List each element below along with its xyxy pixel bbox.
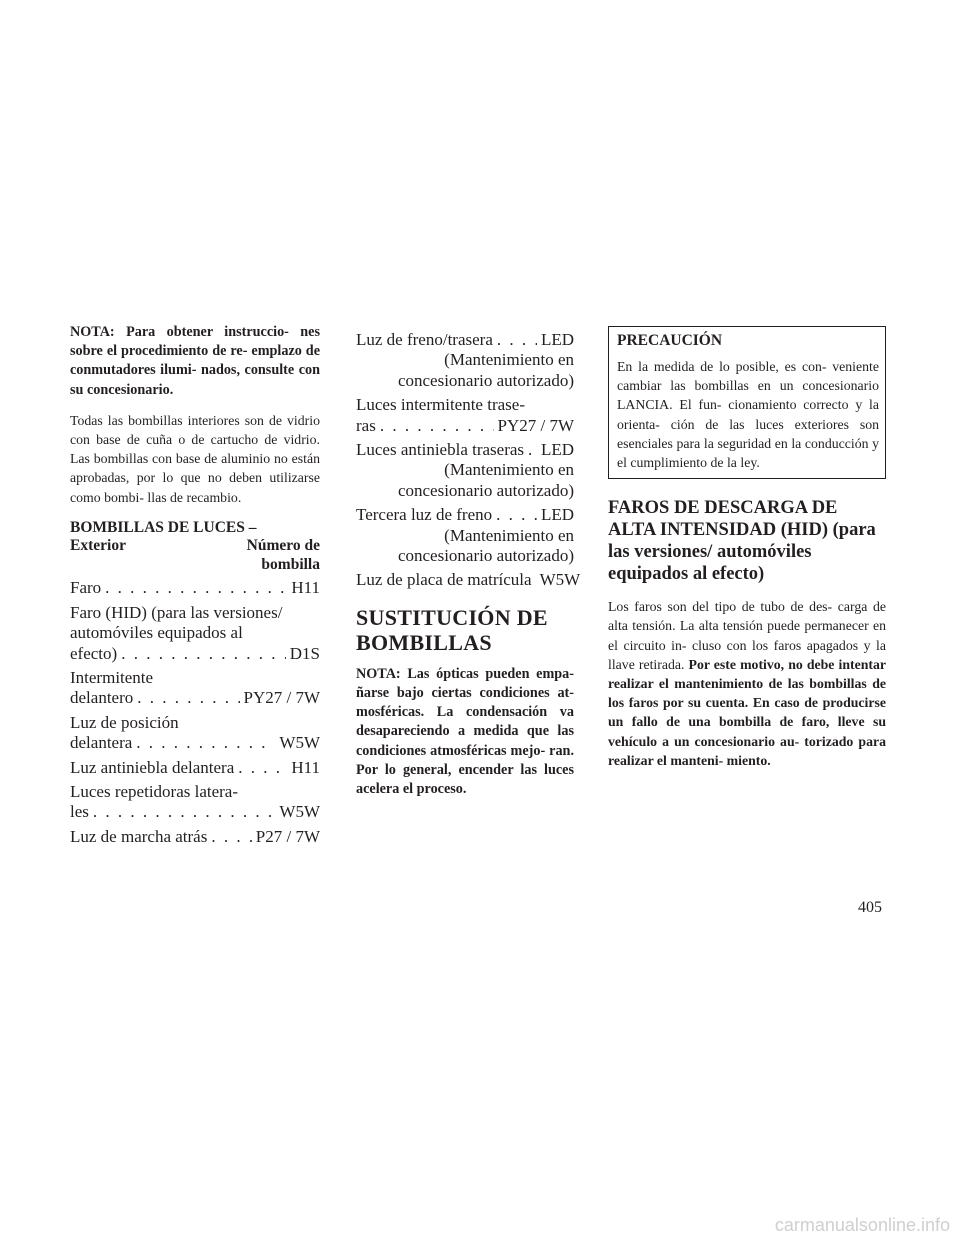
bulb-entry: [356, 505, 574, 566]
bulb-entry-label: delantera: [70, 733, 133, 753]
hid-text-plain: Los faros son del tipo de tubo de des- carga de alta tensión. La alta tensión puede permanecer en el circuito in- cluso con los faros apagados y la llave retirada.: [608, 599, 886, 672]
dot-leader: [93, 802, 276, 822]
bulb-entry-value: PY27 / 7W: [243, 688, 320, 708]
dot-leader: [211, 827, 251, 847]
bulb-entry-value: LED: [540, 440, 574, 460]
bulb-entry-label: les: [70, 802, 89, 822]
section-heading-bulb-replacement: SUSTITUCIÓN DE BOMBILLAS: [356, 604, 548, 655]
bulb-entry-value: P27 / 7W: [255, 826, 320, 846]
bulb-entry-note: concesionario autorizado): [397, 546, 574, 566]
bulb-entry-label: Luz de freno/trasera: [356, 330, 493, 349]
bulb-entry-label-prefix: Faro (HID) (para las versiones/ automóviles equipados al: [70, 602, 283, 643]
nota-switches: NOTA: Para obtener instruccio- nes sobre el procedimiento de re- emplazo de conmutadores ilumi- nados, consulte con su concesionario.: [70, 324, 320, 398]
bulb-entry-line: [356, 330, 574, 350]
dot-leader: [238, 758, 287, 778]
bulb-table-header: [70, 519, 320, 575]
bulb-entry-label-prefix: Intermitente: [70, 667, 154, 687]
bulb-entry-line: [70, 733, 320, 753]
bulb-entry-line: [70, 827, 320, 847]
bulb-entry-note: concesionario autorizado): [397, 480, 574, 500]
caution-text: En la medida de lo posible, es con- veniente cambiar las bombillas en un concesionario LANCIA. El fun- cionamiento correcto y la orienta- ción de las luces exteriores son esenciales para la seguridad en la conducción y el cumplimiento de la ley.: [617, 359, 879, 471]
caution-box: [608, 326, 886, 479]
section-heading-hid: FAROS DE DESCARGA DE ALTA INTENSIDAD (HID) (para las versiones/ automóviles equipados al efecto): [608, 498, 876, 585]
bulb-entry: [70, 668, 320, 709]
bulb-entry-value: LED: [540, 330, 574, 349]
rear-bulb-list: [356, 330, 581, 591]
bulb-entry-line: [356, 440, 574, 460]
bulb-table-col-number-2: bombilla: [261, 555, 320, 573]
bulb-entry-label: ras: [356, 415, 376, 435]
bulb-entry-label: Faro: [70, 578, 102, 598]
bulb-entry: [70, 827, 320, 847]
bulb-entry-line: [70, 644, 320, 664]
bulb-entry-value: H11: [291, 757, 320, 777]
dot-leader: [496, 505, 537, 525]
bulb-entry-note: concesionario autorizado): [397, 370, 574, 390]
column-right: [608, 326, 886, 770]
dot-leader: [380, 416, 494, 436]
bulb-entry: [356, 440, 574, 501]
bulb-table-col-exterior: Exterior: [70, 537, 126, 555]
bulb-entry: [70, 758, 320, 778]
bulb-entry-label: Luz de marcha atrás: [70, 826, 208, 846]
column-left: [70, 323, 320, 847]
caution-title: PRECAUCIÓN: [617, 332, 723, 349]
dot-leader: [528, 440, 537, 460]
bulb-entry-value: LED: [540, 505, 574, 525]
bulb-entry-label: Luces antiniebla traseras: [356, 440, 525, 460]
bulb-entry: [70, 782, 320, 823]
bulb-entry-value: W5W: [279, 733, 320, 753]
bulb-entry: [356, 395, 574, 436]
bulb-table-title: BOMBILLAS DE LUCES –: [70, 518, 257, 536]
bulb-entry-line: [356, 505, 574, 525]
dot-leader: [137, 688, 239, 708]
bulb-entry: [70, 578, 320, 598]
bulb-entry-note: (Mantenimiento en: [444, 350, 574, 370]
bulb-entry-label: Tercera luz de freno: [356, 505, 493, 525]
dot-leader: [136, 733, 275, 753]
bulb-entry-label-prefix: Luz de posición: [70, 712, 179, 732]
interior-bulbs-text: Todas las bombillas interiores son de vidrio con base de cuña o de cartucho de vidrio. Las bombillas con base de aluminio no están aprobadas, por lo que no deben utilizarse como bombi- llas de recambio.: [70, 412, 320, 505]
bulb-entry-label: Luz antiniebla delantera: [70, 757, 235, 777]
bulb-entry-value: W5W: [279, 802, 320, 822]
bulb-entry: [356, 330, 574, 391]
dot-leader: [497, 330, 537, 350]
bulb-entry-line: [356, 570, 581, 590]
bulb-entry-label-prefix: Luces repetidoras latera-: [70, 781, 239, 801]
bulb-entry: [70, 603, 320, 664]
hid-text-bold: Por este motivo, no debe intentar realizar el mantenimiento de las bombillas de los faros por su cuenta. En caso de producirse un fallo de una bombilla de faro, lleve su vehículo a un concesionario au- torizado para realizar el manteni- miento.: [608, 656, 887, 768]
bulb-entry-note: (Mantenimiento en: [444, 460, 574, 480]
bulb-entry: [356, 570, 581, 590]
bulb-entry-label: efecto): [70, 643, 118, 663]
nota-condensation: NOTA: Las ópticas pueden empa- ñarse bajo ciertas condiciones at- mosféricas. La condensación va desapareciendo a medida que las condiciones atmosféricas mejo- ran. Por lo general, encender las luces acelera el proceso.: [356, 665, 574, 798]
bulb-entry-line: [70, 802, 320, 822]
bulb-entry-value: H11: [291, 578, 320, 598]
hid-paragraph: [608, 597, 886, 770]
bulb-entry-label: delantero: [70, 688, 134, 708]
bulb-entry-label-prefix: Luces intermitente trase-: [356, 395, 525, 415]
bulb-entry-line: [70, 758, 320, 778]
dot-leader: [121, 644, 286, 664]
bulb-table-col-number-1: Número de: [246, 537, 320, 555]
exterior-bulb-list: [70, 578, 320, 847]
bulb-entry-value: W5W: [539, 570, 581, 590]
bulb-entry-value: D1S: [289, 643, 320, 663]
watermark: carmanualsonline.info: [774, 1215, 950, 1235]
bulb-entry-value: PY27 / 7W: [497, 415, 574, 435]
bulb-entry-line: [70, 578, 320, 598]
bulb-entry-label: Luz de placa de matrícula: [356, 570, 532, 590]
bulb-entry-line: [356, 416, 574, 436]
bulb-entry: [70, 713, 320, 754]
dot-leader: [105, 578, 287, 598]
page-number: 405: [858, 899, 882, 916]
bulb-entry-line: [70, 688, 320, 708]
column-middle: [356, 326, 581, 799]
bulb-entry-note: (Mantenimiento en: [444, 525, 574, 545]
